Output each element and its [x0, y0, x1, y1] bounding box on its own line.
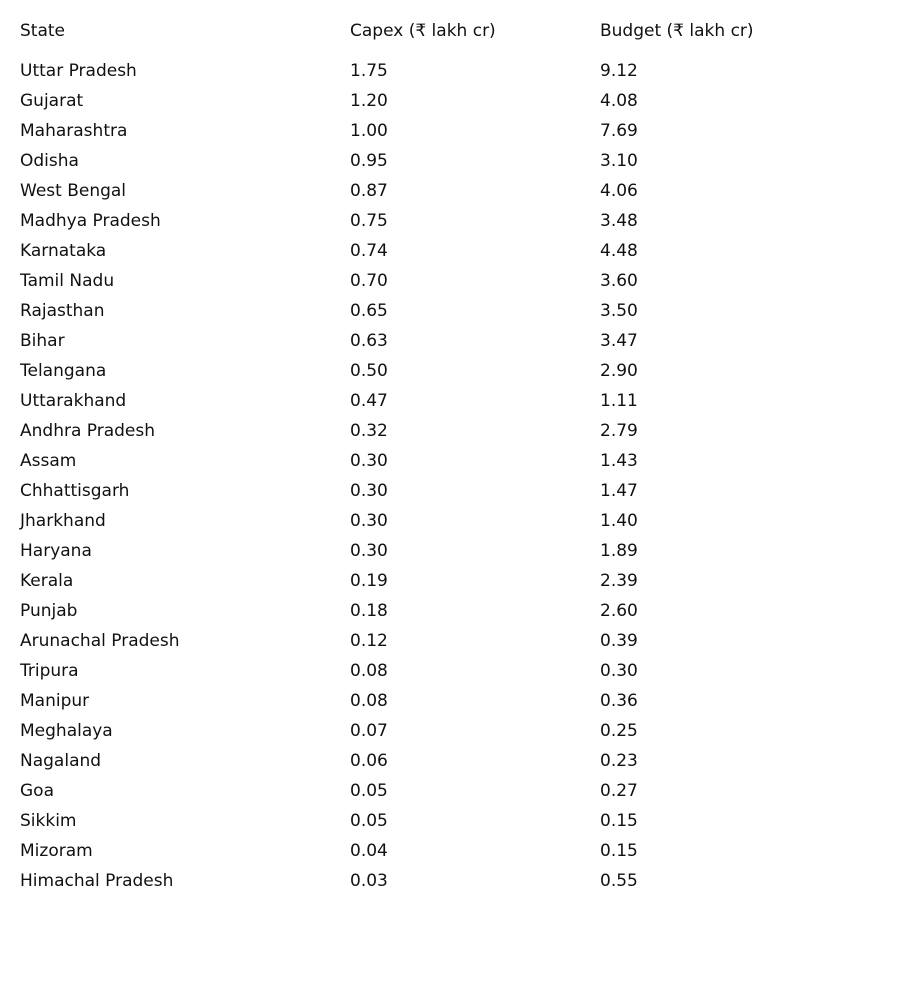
table-row [20, 418, 880, 448]
table-row [20, 208, 880, 238]
state-cell: Rajasthan [20, 301, 105, 321]
table-row [20, 808, 880, 838]
table-row [20, 838, 880, 868]
table-row [20, 268, 880, 298]
table-row [20, 568, 880, 598]
state-cell: Gujarat [20, 91, 84, 111]
table-row [20, 238, 880, 268]
state-cell: Chhattisgarh [20, 481, 130, 501]
capex-cell: 0.32 [350, 421, 388, 441]
table-row [20, 868, 880, 898]
budget-cell: 0.25 [600, 721, 638, 741]
budget-cell: 0.55 [600, 871, 638, 891]
budget-cell: 3.47 [600, 331, 638, 351]
budget-cell: 3.50 [600, 301, 638, 321]
budget-cell: 0.23 [600, 751, 638, 771]
budget-cell: 1.11 [600, 391, 638, 411]
capex-cell: 0.30 [350, 481, 388, 501]
capex-cell: 0.19 [350, 571, 388, 591]
capex-cell: 1.00 [350, 121, 388, 141]
state-cell: Sikkim [20, 811, 77, 831]
capex-cell: 0.07 [350, 721, 388, 741]
capex-cell: 0.50 [350, 361, 388, 381]
capex-cell: 0.12 [350, 631, 388, 651]
table-header-row [20, 18, 880, 58]
budget-cell: 1.43 [600, 451, 638, 471]
table-row [20, 748, 880, 778]
state-cell: Mizoram [20, 841, 93, 861]
capex-cell: 0.63 [350, 331, 388, 351]
state-cell: Maharashtra [20, 121, 128, 141]
state-cell: Bihar [20, 331, 65, 351]
budget-cell: 0.27 [600, 781, 638, 801]
capex-cell: 0.75 [350, 211, 388, 231]
budget-cell: 0.15 [600, 811, 638, 831]
table-row [20, 598, 880, 628]
state-cell: Uttar Pradesh [20, 61, 137, 81]
table-row [20, 298, 880, 328]
column-header-capex: Capex (₹ lakh cr) [350, 21, 496, 41]
table-row [20, 178, 880, 208]
column-header-state: State [20, 21, 65, 41]
capex-cell: 0.05 [350, 811, 388, 831]
state-cell: Nagaland [20, 751, 102, 771]
capex-cell: 0.65 [350, 301, 388, 321]
table-row [20, 628, 880, 658]
state-cell: Meghalaya [20, 721, 113, 741]
column-header-budget: Budget (₹ lakh cr) [600, 21, 754, 41]
state-cell: Himachal Pradesh [20, 871, 174, 891]
table-row [20, 58, 880, 88]
budget-cell: 0.15 [600, 841, 638, 861]
state-cell: Jharkhand [20, 511, 106, 531]
capex-cell: 0.30 [350, 511, 388, 531]
budget-cell: 0.30 [600, 661, 638, 681]
state-cell: Tripura [20, 661, 79, 681]
state-cell: Tamil Nadu [20, 271, 115, 291]
budget-cell: 2.79 [600, 421, 638, 441]
state-cell: Assam [20, 451, 77, 471]
state-cell: West Bengal [20, 181, 127, 201]
budget-cell: 3.48 [600, 211, 638, 231]
capex-cell: 1.75 [350, 61, 388, 81]
capex-cell: 0.03 [350, 871, 388, 891]
state-cell: Arunachal Pradesh [20, 631, 180, 651]
table-row [20, 328, 880, 358]
capex-cell: 0.70 [350, 271, 388, 291]
state-cell: Haryana [20, 541, 92, 561]
state-cell: Karnataka [20, 241, 107, 261]
budget-cell: 0.39 [600, 631, 638, 651]
budget-cell: 0.36 [600, 691, 638, 711]
table-row [20, 538, 880, 568]
budget-cell: 9.12 [600, 61, 638, 81]
state-cell: Goa [20, 781, 54, 801]
capex-cell: 0.47 [350, 391, 388, 411]
budget-cell: 3.60 [600, 271, 638, 291]
budget-cell: 7.69 [600, 121, 638, 141]
state-cell: Madhya Pradesh [20, 211, 161, 231]
capex-cell: 0.30 [350, 541, 388, 561]
state-cell: Odisha [20, 151, 79, 171]
budget-cell: 4.08 [600, 91, 638, 111]
budget-cell: 2.39 [600, 571, 638, 591]
budget-cell: 2.60 [600, 601, 638, 621]
state-cell: Andhra Pradesh [20, 421, 156, 441]
state-cell: Punjab [20, 601, 78, 621]
capex-cell: 0.04 [350, 841, 388, 861]
table-row [20, 148, 880, 178]
capex-cell: 0.08 [350, 691, 388, 711]
capex-cell: 0.30 [350, 451, 388, 471]
table-row [20, 478, 880, 508]
state-cell: Manipur [20, 691, 90, 711]
data-table [20, 18, 880, 898]
capex-cell: 0.18 [350, 601, 388, 621]
table-row [20, 118, 880, 148]
budget-cell: 4.06 [600, 181, 638, 201]
state-cell: Telangana [20, 361, 107, 381]
budget-cell: 3.10 [600, 151, 638, 171]
state-cell: Uttarakhand [20, 391, 127, 411]
table-row [20, 388, 880, 418]
state-cell: Kerala [20, 571, 74, 591]
budget-cell: 4.48 [600, 241, 638, 261]
table-row [20, 508, 880, 538]
table-row [20, 658, 880, 688]
capex-cell: 0.08 [350, 661, 388, 681]
capex-cell: 0.74 [350, 241, 388, 261]
capex-cell: 0.87 [350, 181, 388, 201]
budget-cell: 1.89 [600, 541, 638, 561]
table-body [20, 58, 880, 898]
capex-cell: 1.20 [350, 91, 388, 111]
table-row [20, 358, 880, 388]
table-row [20, 718, 880, 748]
capex-cell: 0.06 [350, 751, 388, 771]
budget-cell: 1.47 [600, 481, 638, 501]
capex-cell: 0.05 [350, 781, 388, 801]
capex-cell: 0.95 [350, 151, 388, 171]
table-row [20, 688, 880, 718]
table-row [20, 448, 880, 478]
budget-cell: 1.40 [600, 511, 638, 531]
budget-cell: 2.90 [600, 361, 638, 381]
table-row [20, 778, 880, 808]
table-row [20, 88, 880, 118]
